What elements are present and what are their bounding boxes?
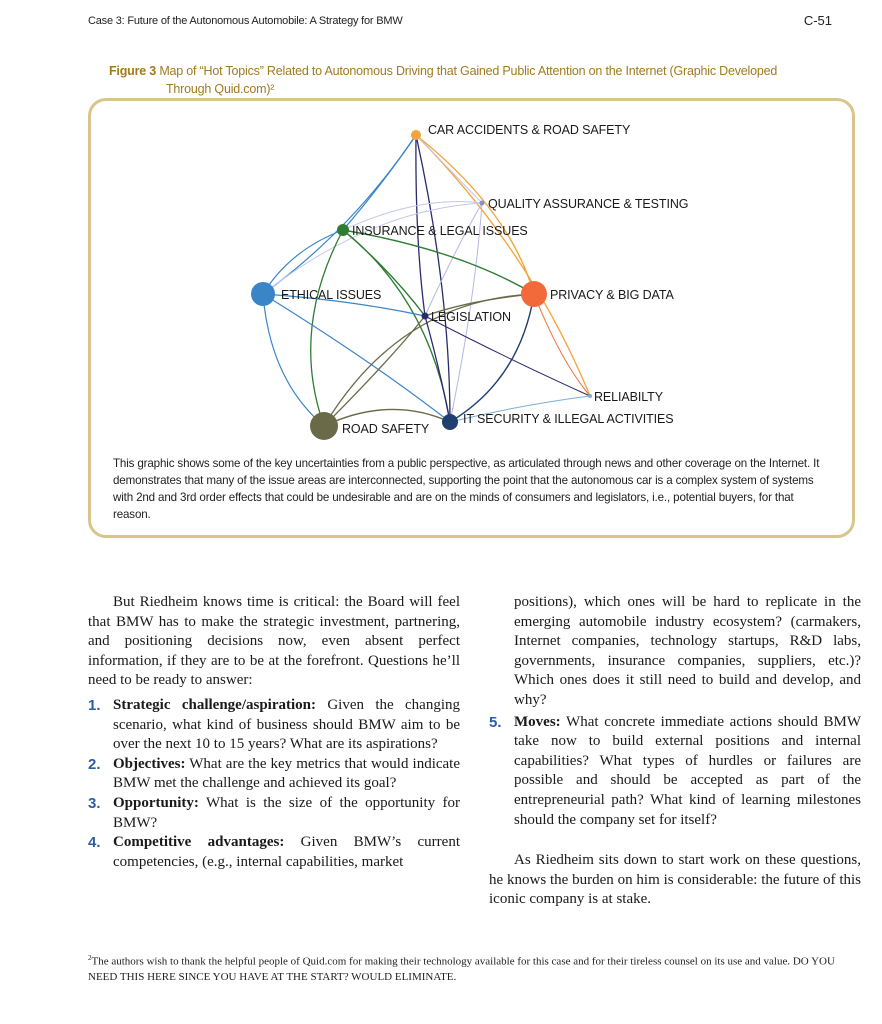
question-number: 5.	[489, 713, 502, 731]
node-car-accidents	[411, 130, 421, 140]
intro-paragraph: But Riedheim knows time is critical: the Board will feel that BMW has to make the strategic investment, partnering, and positioning decisions now, even absent perfect information, if they are to be at the forefront. Questions he’ll need to be ready to answer:	[88, 594, 460, 689]
question-item	[489, 713, 861, 831]
edge	[425, 203, 482, 316]
node-insurance-legal	[337, 224, 349, 236]
figure-caption-line2: Through Quid.com)²	[166, 82, 275, 96]
question-heading: Strategic challenge/aspiration:	[113, 696, 316, 713]
network-edges	[263, 135, 590, 426]
figure-number: Figure 3	[109, 64, 157, 78]
node-quality-assurance	[480, 201, 485, 206]
question-number: 2.	[88, 755, 101, 773]
figure-caption-line1: Map of “Hot Topics” Related to Autonomous Driving that Gained Public Attention on the Internet (Graphic Developed	[159, 64, 778, 78]
question-number: 3.	[88, 794, 101, 812]
question-text: What concrete immediate actions should BMW take now to build external positions and internal capabilities? What types of hurdles or failures are possible and should be accepted as part of the entrepreneurial path? What kind of learning milestones should the company set for itself?	[514, 713, 861, 828]
question-heading: Competitive advantages:	[113, 834, 285, 851]
question-heading: Moves:	[514, 713, 561, 730]
question-text: Given the changing scenario, what kind of business should BMW aim to be over the next 10 to 15 years? What are its aspirations?	[113, 696, 461, 753]
edge	[263, 135, 416, 294]
question-item	[88, 833, 460, 872]
label-it-security: IT SECURITY & ILLEGAL ACTIVITIES	[463, 412, 674, 426]
question-heading: Opportunity:	[113, 794, 199, 811]
edge	[343, 230, 450, 422]
node-reliability	[588, 394, 592, 398]
question-text: Given BMW’s current competencies, (e.g., internal capabilities, market	[113, 834, 460, 870]
running-header-title: Case 3: Future of the Autonomous Automobile: A Strategy for BMW	[88, 15, 403, 27]
node-road-safety	[310, 412, 338, 440]
question-list	[88, 696, 460, 872]
question-item	[88, 696, 460, 755]
label-legislation: LEGISLATION	[431, 310, 511, 324]
node-legislation	[422, 313, 429, 320]
label-privacy-big-data: PRIVACY & BIG DATA	[550, 288, 674, 302]
label-reliability: RELIABILTY	[594, 390, 663, 404]
page-number: C-51	[803, 13, 832, 28]
node-privacy-big-data	[521, 281, 547, 307]
node-it-security	[442, 414, 458, 430]
node-ethical-issues	[251, 282, 275, 306]
footnote-text: The authors wish to thank the helpful people of Quid.com for making their technology available for this case and for their tireless counsel on its use and value. DO YOU NEED THIS HERE SINCE YOU HAVE AT THE START? WOULD ELIMINATE.	[88, 955, 835, 983]
edge	[534, 294, 590, 396]
edge	[416, 135, 482, 203]
question-number: 4.	[88, 834, 101, 852]
label-road-safety: ROAD SAFETY	[342, 422, 430, 436]
label-car-accidents: CAR ACCIDENTS & ROAD SAFETY	[428, 123, 631, 137]
question-text: What are the key metrics that would indicate BMW met the challenge and achieved its goal?	[113, 755, 460, 792]
footnote	[88, 951, 858, 985]
figure-description: This graphic shows some of the key uncertainties from a public perspective, as articulated through news and other coverage on the Internet. It demonstrates that many of the issue areas are interconnected, supporting the point that the autonomous car is a complex system of systems with 2nd and 3rd order effects that could be undesirable and are on the minds of consumers and legislators, i.e., potential buyers, for that reason.	[113, 457, 820, 521]
question-4-continued: positions), which ones will be hard to replicate in the emerging automobile industry ecosystem? (carmakers, Internet companies, technology startups, R&D labs, governments, insurance companies, suppliers, etc.)? Which ones does it still need to build and develop, and why?	[514, 594, 861, 708]
question-item	[88, 794, 460, 833]
closing-paragraph: As Riedheim sits down to start work on these questions, he knows the burden on him is considerable: the future of this iconic company is at stake.	[489, 852, 861, 908]
right-column	[489, 593, 861, 910]
edge	[263, 294, 324, 426]
label-insurance-legal: INSURANCE & LEGAL ISSUES	[352, 224, 528, 238]
question-number: 1.	[88, 696, 101, 714]
question-heading: Objectives:	[113, 755, 186, 772]
question-text: What is the size of the opportunity for BMW?	[113, 794, 460, 831]
edge	[263, 203, 482, 294]
footnote-marker: 2	[88, 954, 92, 962]
left-column	[88, 593, 460, 872]
edge	[263, 294, 450, 422]
label-quality-assurance: QUALITY ASSURANCE & TESTING	[488, 197, 689, 211]
edge	[311, 230, 343, 426]
question-item	[88, 755, 460, 794]
label-ethical-issues: ETHICAL ISSUES	[281, 288, 382, 302]
